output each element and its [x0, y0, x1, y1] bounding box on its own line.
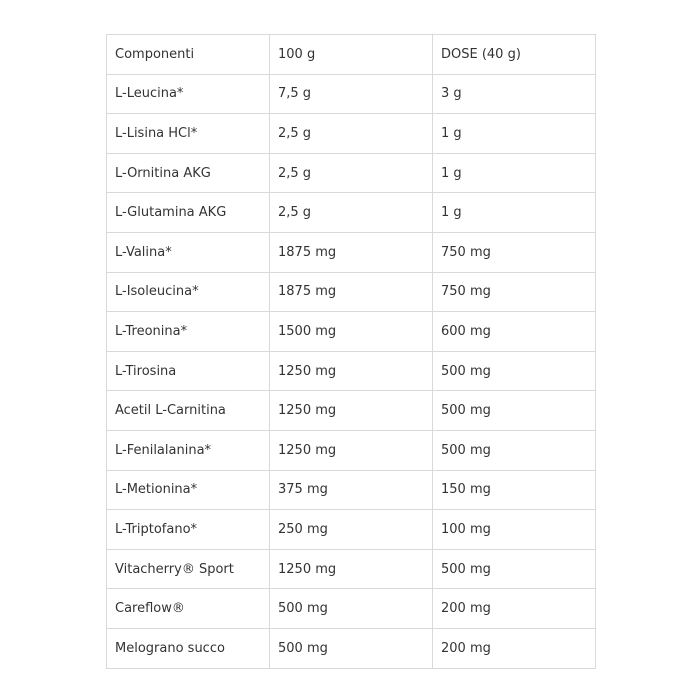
table-row [107, 193, 596, 233]
table-header-row [107, 35, 596, 75]
component-cell: L-Triptofano* [107, 510, 270, 550]
table-row [107, 628, 596, 668]
per-100g-cell: 250 mg [270, 510, 433, 550]
component-cell: Careflow® [107, 589, 270, 629]
table-row [107, 272, 596, 312]
per-dose-cell: 100 mg [433, 510, 596, 550]
table-row [107, 232, 596, 272]
per-100g-cell: 500 mg [270, 589, 433, 629]
table-row [107, 510, 596, 550]
component-cell: L-Tirosina [107, 351, 270, 391]
per-dose-cell: 750 mg [433, 272, 596, 312]
per-dose-cell: 500 mg [433, 549, 596, 589]
per-100g-cell: 1875 mg [270, 232, 433, 272]
component-cell: L-Leucina* [107, 74, 270, 114]
per-100g-cell: 7,5 g [270, 74, 433, 114]
per-100g-cell: 1250 mg [270, 351, 433, 391]
component-cell: L-Lisina HCl* [107, 114, 270, 154]
per-100g-cell: 500 mg [270, 628, 433, 668]
header-cell-component: Componenti [107, 35, 270, 75]
per-100g-cell: 1250 mg [270, 549, 433, 589]
per-dose-cell: 150 mg [433, 470, 596, 510]
table-row [107, 589, 596, 629]
nutrition-table-container [106, 34, 595, 669]
table-row [107, 391, 596, 431]
component-cell: L-Metionina* [107, 470, 270, 510]
per-100g-cell: 1875 mg [270, 272, 433, 312]
per-100g-cell: 375 mg [270, 470, 433, 510]
table-row [107, 351, 596, 391]
per-dose-cell: 1 g [433, 193, 596, 233]
component-cell: Melograno succo [107, 628, 270, 668]
per-dose-cell: 600 mg [433, 312, 596, 352]
table-row [107, 470, 596, 510]
component-cell: L-Ornitina AKG [107, 153, 270, 193]
per-dose-cell: 200 mg [433, 589, 596, 629]
component-cell: L-Fenilalanina* [107, 430, 270, 470]
per-dose-cell: 1 g [433, 114, 596, 154]
per-100g-cell: 2,5 g [270, 193, 433, 233]
per-100g-cell: 1500 mg [270, 312, 433, 352]
component-cell: L-Treonina* [107, 312, 270, 352]
per-100g-cell: 2,5 g [270, 153, 433, 193]
component-cell: L-Valina* [107, 232, 270, 272]
per-100g-cell: 1250 mg [270, 430, 433, 470]
header-cell-per-100g: 100 g [270, 35, 433, 75]
table-row [107, 114, 596, 154]
table-row [107, 312, 596, 352]
per-dose-cell: 1 g [433, 153, 596, 193]
per-dose-cell: 200 mg [433, 628, 596, 668]
component-cell: Vitacherry® Sport [107, 549, 270, 589]
table-row [107, 549, 596, 589]
table-row [107, 153, 596, 193]
component-cell: L-Glutamina AKG [107, 193, 270, 233]
per-100g-cell: 2,5 g [270, 114, 433, 154]
table-row [107, 74, 596, 114]
per-dose-cell: 750 mg [433, 232, 596, 272]
table-row [107, 430, 596, 470]
component-cell: L-Isoleucina* [107, 272, 270, 312]
per-100g-cell: 1250 mg [270, 391, 433, 431]
per-dose-cell: 3 g [433, 74, 596, 114]
per-dose-cell: 500 mg [433, 391, 596, 431]
header-cell-per-dose: DOSE (40 g) [433, 35, 596, 75]
per-dose-cell: 500 mg [433, 430, 596, 470]
component-cell: Acetil L-Carnitina [107, 391, 270, 431]
per-dose-cell: 500 mg [433, 351, 596, 391]
nutrition-table [106, 34, 596, 669]
